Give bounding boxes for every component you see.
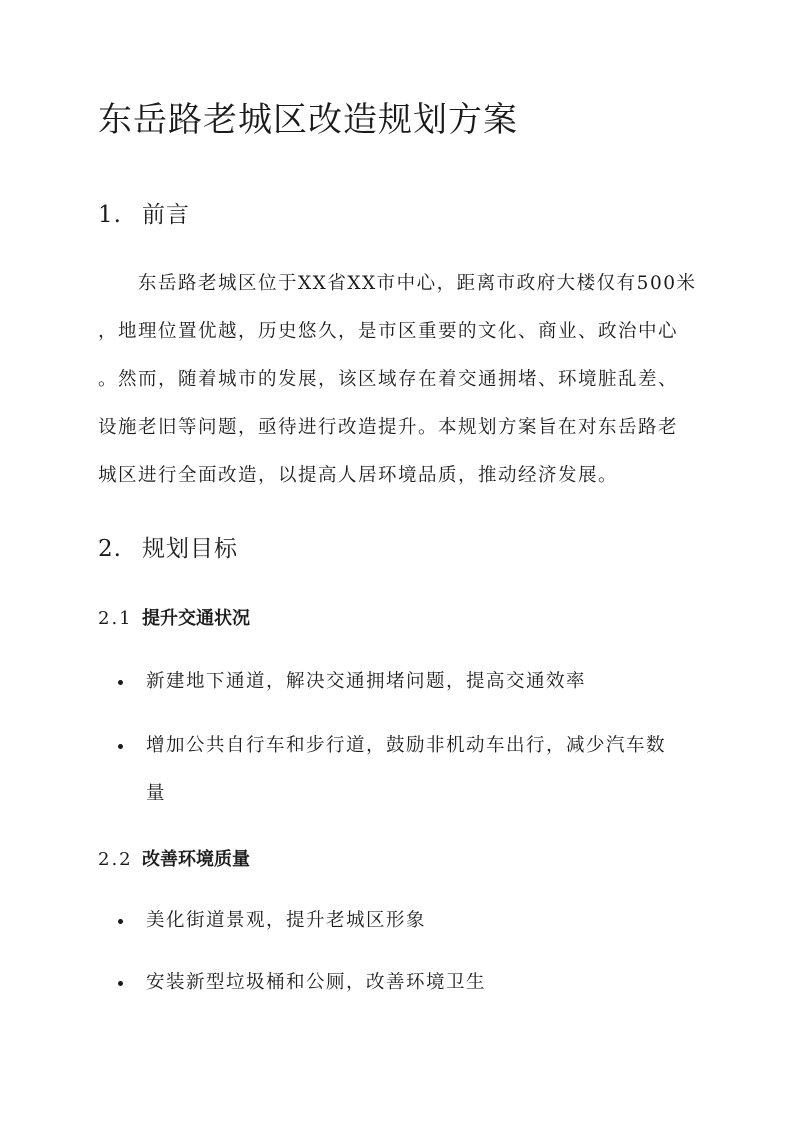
bullet-item: [118, 667, 698, 715]
bullet-dot-icon: [118, 919, 123, 924]
section-number: 2.: [98, 536, 122, 562]
section-title: 规划目标: [142, 536, 238, 562]
bullet-item: [118, 906, 698, 954]
paragraph-line: 城区进行全面改造，以提高人居环境品质，推动经济发展。: [98, 465, 619, 486]
bullet-text: 安装新型垃圾桶和公厕，改善环境卫生: [146, 972, 487, 993]
subsection-heading-environment: [98, 845, 250, 871]
bullet-text: 美化街道景观，提升老城区形象: [146, 910, 427, 931]
bullet-dot-icon: [118, 680, 123, 685]
section-heading-goals: [98, 530, 238, 563]
bullet-dot-icon: [118, 981, 123, 986]
paragraph-line: 东岳路老城区位于XX省XX市中心，距离市政府大楼仅有500米: [138, 273, 697, 294]
bullet-text: 增加公共自行车和步行道，鼓励非机动车出行，减少汽车数: [146, 735, 667, 756]
bullet-text: 新建地下通道，解决交通拥堵问题，提高交通效率: [146, 671, 587, 692]
section-heading-preface: [98, 196, 190, 229]
subsection-number: 2.2: [98, 849, 133, 870]
paragraph-line: ，地理位置优越，历史悠久，是市区重要的文化、商业、政治中心: [98, 321, 679, 342]
bullet-text-continued: 量: [146, 783, 167, 804]
section-title: 前言: [142, 202, 190, 228]
paragraph-line: 。然而，随着城市的发展，该区域存在着交通拥堵、环境脏乱差、: [98, 369, 679, 390]
bullet-item: [118, 968, 698, 1016]
subsection-title: 提升交通状况: [142, 608, 250, 629]
document-title: 东岳路老城区改造规划方案: [98, 100, 518, 140]
paragraph-line: 设施老旧等问题，亟待进行改造提升。本规划方案旨在对东岳路老: [98, 417, 679, 438]
bullet-item: [118, 731, 698, 827]
subsection-number: 2.1: [98, 608, 133, 629]
subsection-title: 改善环境质量: [142, 849, 250, 870]
bullet-dot-icon: [118, 744, 123, 749]
section-number: 1.: [98, 202, 122, 228]
subsection-heading-traffic: [98, 604, 250, 630]
preface-paragraph: [98, 260, 698, 500]
